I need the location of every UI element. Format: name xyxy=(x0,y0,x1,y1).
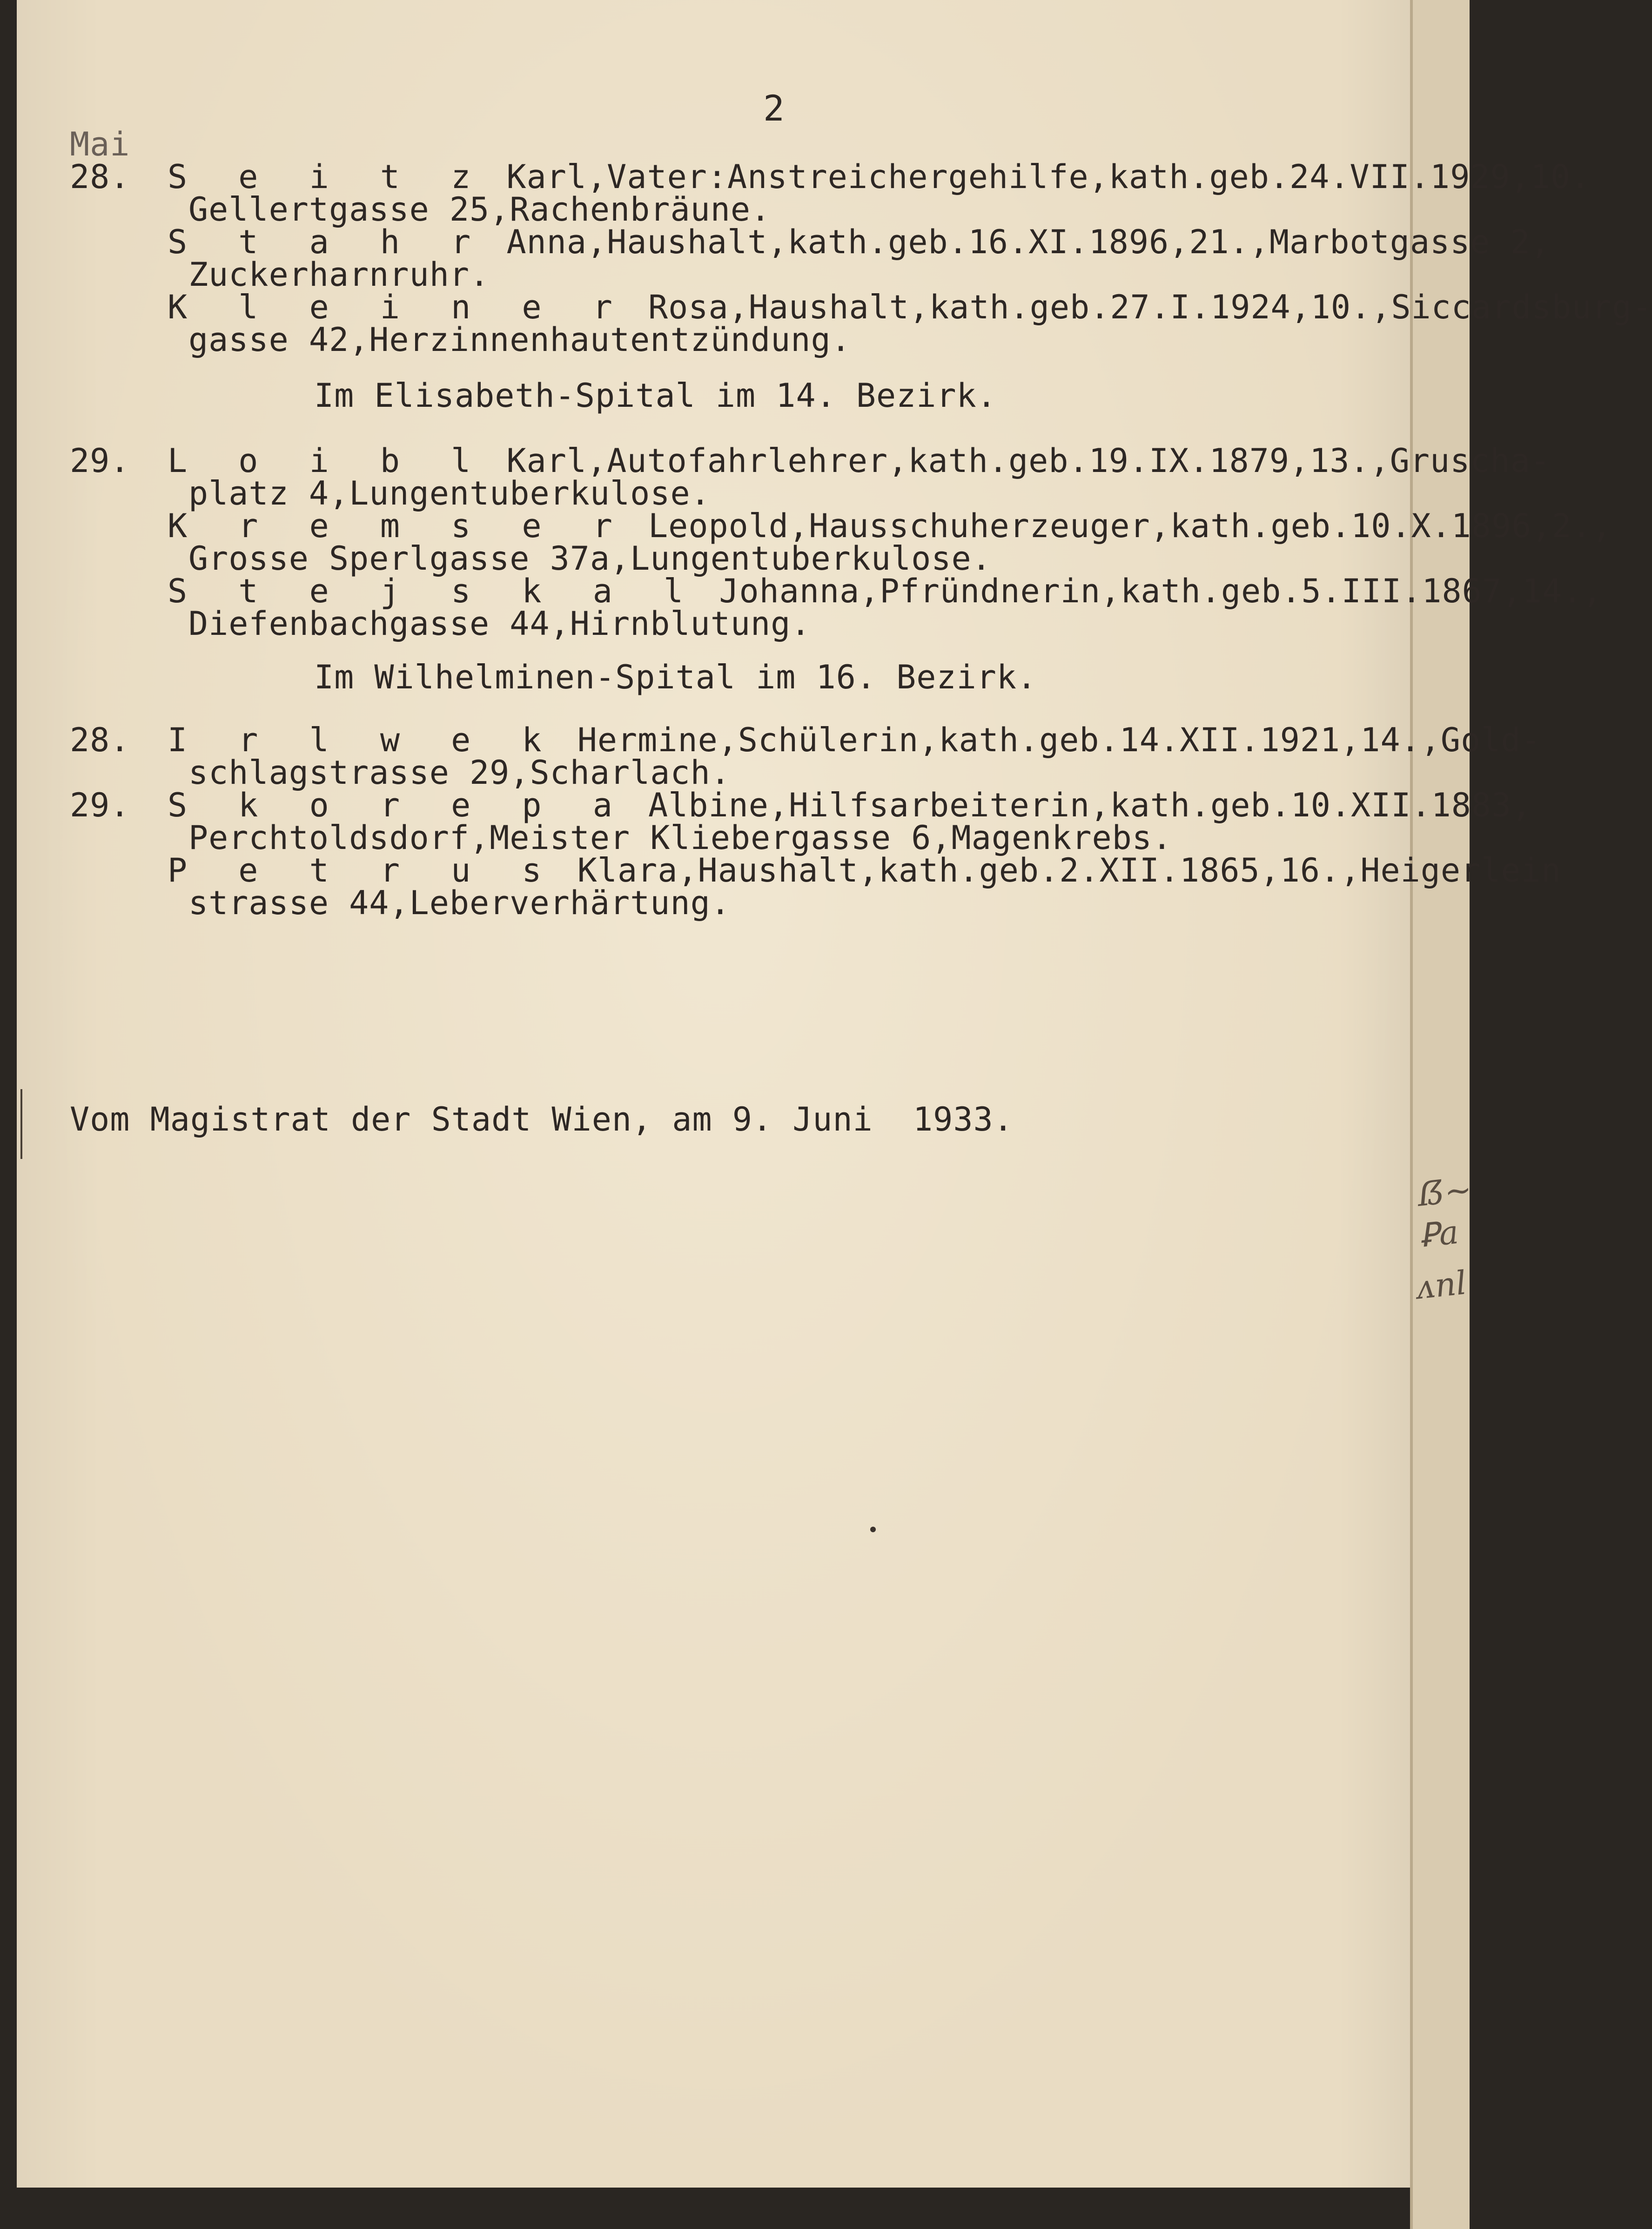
entry-continuation: Gellertgasse 25,Rachenbräune. xyxy=(188,190,771,229)
entry-line: K r e m s e r Leopold,Hausschuherzeuger,kath.geb.10.X.1896,2., xyxy=(168,507,1612,545)
entry-date: 29. xyxy=(70,442,130,480)
issuing-authority-footer: Vom Magistrat der Stadt Wien, am 9. Juni 1933. xyxy=(70,1100,1014,1138)
entry-date: 29. xyxy=(70,786,130,824)
month-label: Mai xyxy=(70,125,130,163)
entry-continuation: Diefenbachgasse 44,Hirnblutung. xyxy=(188,605,811,643)
entry-line: S e i t z Karl,Vater:Anstreichergehilfe,kath.geb.24.VII.1929,10. xyxy=(168,158,1591,196)
entry-line: K l e i n e r Rosa,Haushalt,kath.geb.27.I.1924,10.,Siccardsburg- xyxy=(168,288,1652,326)
entry-date: 28. xyxy=(70,721,130,759)
underlying-sheet-edge xyxy=(1410,0,1474,2229)
entry-continuation: platz 4,Lungentuberkulose. xyxy=(188,474,711,512)
section-heading: Im Wilhelminen-Spital im 16. Bezirk. xyxy=(314,658,1037,696)
entry-line: S t a h r Anna,Haushalt,kath.geb.16.XI.1896,21.,Marbotgasse 2, xyxy=(168,223,1551,261)
entry-line: S t e j s k a l Johanna,Pfründnerin,kath.geb.5.III.1867,14., xyxy=(168,572,1603,610)
entry-date: 28. xyxy=(70,158,130,196)
entry-line: S k o r e p a Albine,Hilfsarbeiterin,kath.geb.10.XII.1883, xyxy=(168,786,1532,824)
entry-line: P e t r u s Klara,Haushalt,kath.geb.2.XII.1865,16.,Heigerlein xyxy=(168,851,1561,889)
entry-continuation: Zuckerharnruhr. xyxy=(188,256,490,294)
page-number: 2 xyxy=(763,88,785,129)
entry-continuation: gasse 42,Herzinnenhautentzündung. xyxy=(188,321,851,359)
handwritten-margin-mark: ẞ~ xyxy=(1416,1170,1474,1214)
entry-line: L o i b l Karl,Autofahrlehrer,kath.geb.19.IX.1879,13.,Gruscha- xyxy=(168,442,1551,480)
entry-continuation: schlagstrasse 29,Scharlach. xyxy=(188,754,731,792)
entry-continuation: Grosse Sperlgasse 37a,Lungentuberkulose. xyxy=(188,539,992,578)
margin-rule xyxy=(20,1089,22,1159)
entry-line: I r l w e k Hermine,Schülerin,kath.geb.14.XII.1921,14.,Gold- xyxy=(168,721,1541,759)
entry-continuation: strasse 44,Leberverhärtung. xyxy=(188,884,731,922)
paper-speck xyxy=(870,1527,876,1532)
section-heading: Im Elisabeth-Spital im 14. Bezirk. xyxy=(314,377,997,415)
handwritten-margin-mark: Ꝑa xyxy=(1417,1212,1461,1255)
handwritten-margin-mark: ᴧnl xyxy=(1415,1263,1469,1307)
entry-continuation: Perchtoldsdorf,Meister Kliebergasse 6,Magenkrebs. xyxy=(188,819,1173,857)
